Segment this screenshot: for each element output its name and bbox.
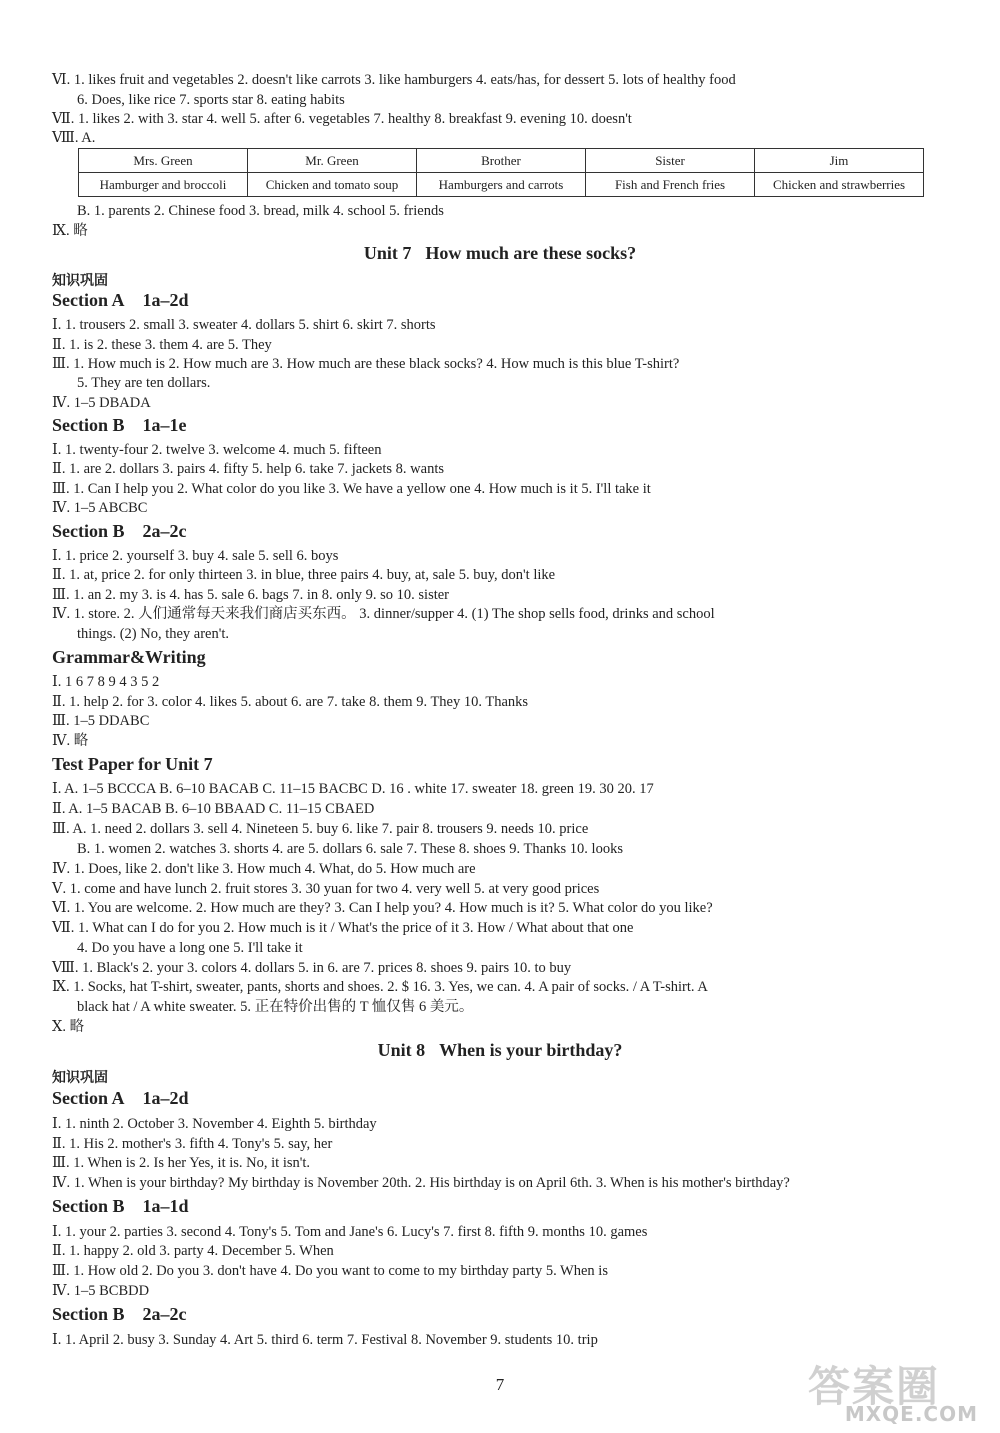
answer-line: Ⅰ. 1. April 2. busy 3. Sunday 4. Art 5. third 6. term 7. Festival 8. November 9. students 10. trip [52, 1332, 598, 1348]
answer-line: Ⅳ. 1. Does, like 2. don't like 3. How much 4. What, do 5. How much are [52, 861, 476, 877]
table-header-cell: Mr. Green [248, 149, 417, 173]
answer-line: Ⅵ. 1. You are welcome. 2. How much are they? 3. Can I help you? 4. How much is it? 5. What color do you like? [52, 900, 713, 916]
answer-line: black hat / A white sweater. 5. 正在特价出售的 T 恤仅售 6 美元。 [77, 999, 474, 1015]
watermark-url: MXQE.COM [844, 1402, 978, 1426]
watermark-logo: 答案圈 [807, 1362, 940, 1411]
answer-line-vii: Ⅶ. 1. likes 2. with 3. star 4. well 5. after 6. vegetables 7. healthy 8. breakfast 9. evening 10. doesn't [52, 111, 632, 127]
answer-line: Ⅷ. 1. Black's 2. your 3. colors 4. dollars 5. in 6. are 7. prices 8. shoes 9. pairs 10. to buy [52, 960, 572, 976]
answer-line: Ⅲ. 1. an 2. my 3. is 4. has 5. sale 6. bags 7. in 8. only 9. so 10. sister [52, 587, 450, 603]
unit7-knowledge-heading: 知识巩固 [52, 273, 108, 289]
unit7-sectionA-heading [52, 290, 189, 311]
answer-line: Ⅱ. 1. help 2. for 3. color 4. likes 5. about 6. are 7. take 8. them 9. They 10. Thanks [52, 694, 529, 710]
unit7-sectionB2-heading [52, 521, 187, 542]
table-cell: Hamburgers and carrots [417, 173, 586, 197]
answer-line: things. (2) No, they aren't. [77, 626, 230, 642]
answer-line: Ⅰ. 1. trousers 2. small 3. sweater 4. dollars 5. shirt 6. skirt 7. shorts [52, 317, 436, 333]
unit8-sectionA-heading [52, 1088, 189, 1109]
answer-line: Ⅰ. 1. price 2. yourself 3. buy 4. sale 5. sell 6. boys [52, 548, 339, 564]
answer-line: Ⅳ. 略 [52, 733, 89, 749]
answer-line-viii-b: B. 1. parents 2. Chinese food 3. bread, milk 4. school 5. friends [77, 203, 444, 219]
table-cell: Chicken and strawberries [755, 173, 924, 197]
section-label: Section A [52, 1088, 125, 1108]
answer-line: Ⅰ. A. 1–5 BCCCA B. 6–10 BACAB C. 11–15 BACBC D. 16 . white 17. sweater 18. green 19. 30 20. 17 [52, 781, 654, 797]
unit8-sectionB1-heading [52, 1196, 189, 1217]
unit7-sectionB1-heading [52, 415, 187, 436]
unit7-testpaper-heading: Test Paper for Unit 7 [52, 754, 213, 774]
answer-line: Ⅳ. 1. store. 2. 人们通常每天来我们商店买东西。 3. dinner/supper 4. (1) The shop sells food, drinks and school [52, 606, 715, 622]
section-range: 2a–2c [142, 521, 187, 541]
unit8-number: Unit 8 [377, 1040, 426, 1060]
answer-line-vi: Ⅵ. 1. likes fruit and vegetables 2. doesn't like carrots 3. like hamburgers 4. eats/has, for dessert 5. lots of healthy food [52, 72, 736, 88]
unit7-number: Unit 7 [363, 243, 412, 263]
unit8-title [0, 1040, 1000, 1061]
answer-line: Ⅴ. 1. come and have lunch 2. fruit stores 3. 30 yuan for two 4. very well 5. at very good prices [52, 881, 600, 897]
answer-line-ix: Ⅸ. 略 [52, 223, 88, 239]
section-label: Section B [52, 415, 125, 435]
answer-line: Ⅸ. 1. Socks, hat T-shirt, sweater, pants, shorts and shoes. 2. $ 16. 3. Yes, we can. 4. A pair of socks. / A T-shirt. A [52, 979, 708, 995]
unit8-sectionB2-heading [52, 1304, 187, 1325]
section-range: 1a–2d [142, 1088, 189, 1108]
answer-line: Ⅲ. 1. When is 2. Is her Yes, it is. No, it isn't. [52, 1155, 311, 1171]
answer-line: Ⅳ. 1–5 BCBDD [52, 1283, 150, 1299]
answer-line: Ⅰ. 1 6 7 8 9 4 3 5 2 [52, 674, 160, 690]
answer-line: B. 1. women 2. watches 3. shorts 4. are 5. dollars 6. sale 7. These 8. shoes 9. Thanks 10. looks [77, 841, 623, 857]
answer-line: Ⅹ. 略 [52, 1019, 85, 1035]
answer-line: Ⅲ. 1. Can I help you 2. What color do you like 3. We have a yellow one 4. How much is it 5. I'll take it [52, 481, 651, 497]
food-table [78, 148, 924, 197]
table-header-cell: Brother [417, 149, 586, 173]
answer-line: Ⅰ. 1. your 2. parties 3. second 4. Tony's 5. Tom and Jane's 6. Lucy's 7. first 8. fifth 9. months 10. games [52, 1224, 648, 1240]
answer-line: Ⅲ. 1–5 DDABC [52, 713, 150, 729]
answer-line: Ⅰ. 1. twenty-four 2. twelve 3. welcome 4. much 5. fifteen [52, 442, 382, 458]
unit8-knowledge-heading: 知识巩固 [52, 1070, 108, 1086]
unit7-title [0, 243, 1000, 264]
section-label: Section B [52, 1196, 125, 1216]
table-cell: Fish and French fries [586, 173, 755, 197]
table-header-row [79, 149, 924, 173]
answer-line: Ⅳ. 1. When is your birthday? My birthday is November 20th. 2. His birthday is on April 6th. 3. When is his mother's birthday? [52, 1175, 790, 1191]
answer-line: Ⅱ. A. 1–5 BACAB B. 6–10 BBAAD C. 11–15 CBAED [52, 801, 375, 817]
page-number: 7 [495, 1375, 505, 1394]
table-header-cell: Sister [586, 149, 755, 173]
answer-line: 5. They are ten dollars. [77, 375, 211, 391]
table-cell: Hamburger and broccoli [79, 173, 248, 197]
table-cell: Chicken and tomato soup [248, 173, 417, 197]
answer-line: Ⅱ. 1. is 2. these 3. them 4. are 5. They [52, 337, 272, 353]
answer-line: Ⅶ. 1. What can I do for you 2. How much is it / What's the price of it 3. How / What about that one [52, 920, 634, 936]
answer-line: Ⅱ. 1. happy 2. old 3. party 4. December 5. When [52, 1243, 334, 1259]
section-range: 1a–1d [142, 1196, 189, 1216]
unit7-grammar-heading: Grammar&Writing [52, 647, 206, 667]
answer-line: Ⅳ. 1–5 DBADA [52, 395, 151, 411]
section-label: Section B [52, 521, 125, 541]
unit8-question: When is your birthday? [439, 1040, 623, 1060]
answer-line-vi-cont: 6. Does, like rice 7. sports star 8. eating habits [77, 92, 345, 108]
answer-line: Ⅲ. 1. How old 2. Do you 3. don't have 4. Do you want to come to my birthday party 5. When is [52, 1263, 608, 1279]
answer-line: Ⅲ. A. 1. need 2. dollars 3. sell 4. Nineteen 5. buy 6. like 7. pair 8. trousers 9. needs 10. price [52, 821, 589, 837]
answer-line: 4. Do you have a long one 5. I'll take it [77, 940, 303, 956]
table-header-cell: Jim [755, 149, 924, 173]
section-range: 2a–2c [142, 1304, 187, 1324]
section-label: Section A [52, 290, 125, 310]
unit7-question: How much are these socks? [425, 243, 637, 263]
section-range: 1a–1e [142, 415, 187, 435]
answer-line: Ⅰ. 1. ninth 2. October 3. November 4. Eighth 5. birthday [52, 1116, 377, 1132]
table-row [79, 173, 924, 197]
section-range: 1a–2d [142, 290, 189, 310]
answer-line: Ⅱ. 1. at, price 2. for only thirteen 3. in blue, three pairs 4. buy, at, sale 5. buy, don't like [52, 567, 556, 583]
answer-line: Ⅳ. 1–5 ABCBC [52, 500, 148, 516]
answer-line-viii: Ⅷ. A. [52, 130, 96, 146]
table-header-cell: Mrs. Green [79, 149, 248, 173]
answer-line: Ⅱ. 1. are 2. dollars 3. pairs 4. fifty 5. help 6. take 7. jackets 8. wants [52, 461, 444, 477]
section-label: Section B [52, 1304, 125, 1324]
answer-line: Ⅱ. 1. His 2. mother's 3. fifth 4. Tony's 5. say, her [52, 1136, 333, 1152]
answer-line: Ⅲ. 1. How much is 2. How much are 3. How much are these black socks? 4. How much is this blue T-shirt? [52, 356, 680, 372]
